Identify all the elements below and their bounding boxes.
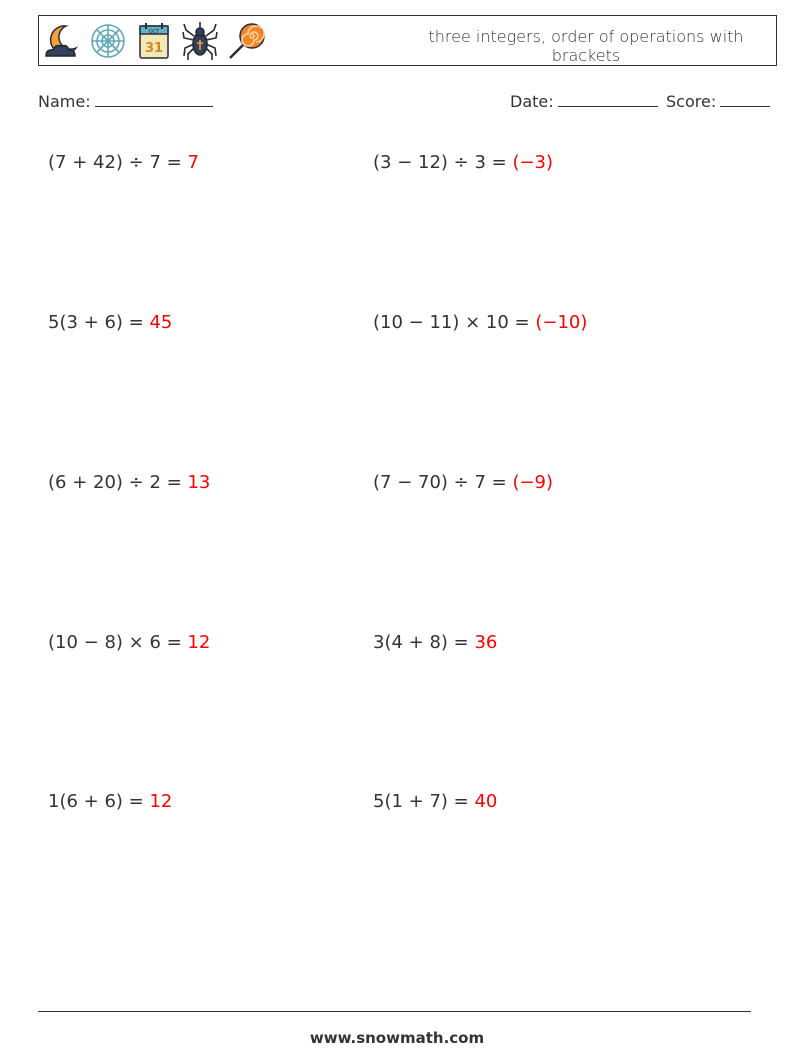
problem-answer: 12: [149, 791, 173, 812]
problem-4: [373, 312, 587, 333]
problem-10: [373, 791, 497, 812]
problem-answer: (−9): [512, 472, 554, 493]
problem-answer: 40: [474, 791, 498, 812]
problem-answer: 45: [149, 312, 173, 333]
problem-answer: 36: [474, 632, 498, 653]
name-label: Name:: [38, 92, 91, 111]
problem-answer: (−3): [512, 152, 554, 173]
problem-6: [373, 472, 553, 493]
problem-expression: (7 − 70) ÷ 7 =: [373, 472, 507, 493]
date-label: Date:: [510, 92, 554, 111]
problem-answer: (−10): [535, 312, 588, 333]
problem-expression: (7 + 42) ÷ 7 =: [48, 152, 182, 173]
problem-answer: 13: [187, 472, 211, 493]
problem-expression: 3(4 + 8) =: [373, 632, 469, 653]
date-field: [510, 92, 658, 111]
problem-expression: 1(6 + 6) =: [48, 791, 144, 812]
problem-5: [48, 472, 210, 493]
worksheet-header: [38, 15, 777, 66]
icon-row: [42, 20, 266, 62]
spider-icon: [180, 20, 220, 62]
problem-expression: (6 + 20) ÷ 2 =: [48, 472, 182, 493]
moon-cloud-icon: [42, 20, 82, 62]
spider-web-icon: [88, 20, 128, 62]
calendar-month: OCT: [148, 29, 160, 35]
problem-answer: 12: [187, 632, 211, 653]
problem-expression: (10 − 8) × 6 =: [48, 632, 182, 653]
problem-expression: (3 − 12) ÷ 3 =: [373, 152, 507, 173]
problem-1: [48, 152, 199, 173]
problem-expression: 5(1 + 7) =: [373, 791, 469, 812]
score-field: [666, 92, 770, 111]
footer-url[interactable]: www.snowmath.com: [309, 1029, 485, 1047]
problem-expression: 5(3 + 6) =: [48, 312, 144, 333]
date-blank[interactable]: [558, 92, 658, 107]
score-blank[interactable]: [720, 92, 770, 107]
name-blank[interactable]: [95, 92, 213, 107]
calendar-day: 31: [144, 41, 164, 56]
score-label: Score:: [666, 92, 717, 111]
problem-8: [373, 632, 497, 653]
problem-2: [373, 152, 553, 173]
problem-expression: (10 − 11) × 10 =: [373, 312, 530, 333]
problem-3: [48, 312, 172, 333]
lollipop-icon: [226, 20, 266, 62]
footer-divider: [38, 1011, 751, 1012]
problem-7: [48, 632, 210, 653]
problem-9: [48, 791, 172, 812]
calendar-icon: [134, 20, 174, 62]
name-field: [38, 92, 213, 111]
problem-answer: 7: [187, 152, 199, 173]
worksheet-title: three integers, order of operations with brackets: [428, 27, 744, 65]
